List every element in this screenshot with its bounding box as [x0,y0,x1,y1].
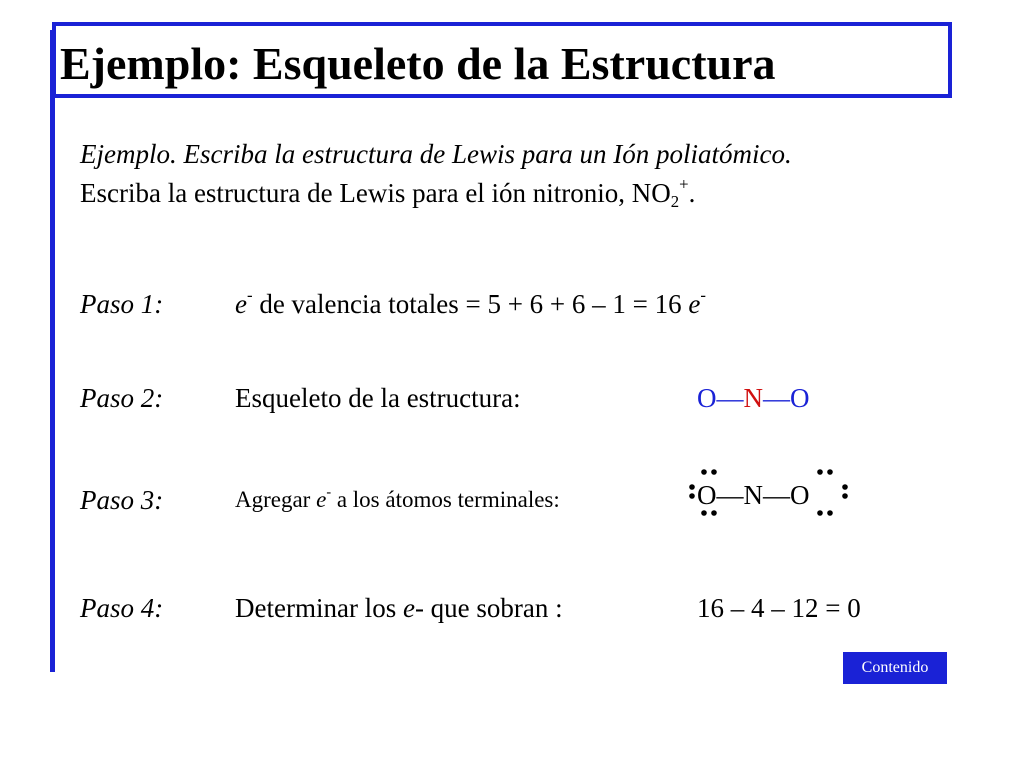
lewis-oxygen-left: O [697,480,717,510]
skeleton-nitrogen: N [743,383,763,413]
step-3-text-prefix: Agregar [235,487,317,512]
dot [842,484,848,490]
intro-line-2-text: Escriba la estructura de Lewis para el ión nitronio, NO [80,178,671,208]
step-1-text [235,284,706,324]
step-3 [0,480,1024,520]
step-1-equation: de valencia totales = 5 + 6 + 6 – 1 = 16 [252,289,689,319]
charge-superscript: + [679,174,689,194]
electron-charge-end: - [700,285,706,305]
skeleton-oxygen-right: O [790,383,810,413]
formula-subscript: 2 [670,192,680,212]
step-2 [0,378,1024,418]
step-3-text [235,480,560,520]
dot [689,493,695,499]
electron-symbol-end: e [688,289,701,319]
step-1 [0,284,1024,324]
lewis-bond-2: — [763,480,790,510]
step-4-result: 16 – 4 – 12 = 0 [697,593,861,623]
skeleton-bond-2: — [763,383,790,413]
page-title: Ejemplo: Esqueleto de la Estructura [60,38,776,89]
dot [827,469,833,475]
step-3-label: Paso 3: [80,485,164,515]
step-2-text: Esqueleto de la estructura: [235,383,521,413]
dot [711,469,717,475]
skeleton-bond-1: — [716,383,744,413]
step-4 [0,588,1024,628]
step-4-text-prefix: Determinar los [235,593,403,623]
electron-symbol: e [235,289,247,319]
contenido-button[interactable]: Contenido [843,652,947,684]
dot [689,484,695,490]
dot [701,469,707,475]
skeleton-oxygen-left: O [697,383,717,413]
step-3-text-suffix: a los átomos terminales: [331,487,560,512]
electron-charge: - [326,484,332,501]
lewis-nitrogen: N [743,480,763,510]
dot [842,493,848,499]
dot [817,510,823,516]
dot [817,469,823,475]
lewis-bond-1: — [716,480,744,510]
intro-line-2-period: . [688,178,696,208]
lewis-structure-diagram [684,468,864,528]
step-1-label: Paso 1: [80,289,164,319]
electron-charge: - [246,285,253,305]
step-4-label: Paso 4: [80,593,164,623]
intro-line-2 [80,174,696,212]
left-accent-bar [50,30,55,672]
dot [701,510,707,516]
electron-symbol: e [402,593,415,623]
step-4-text-suffix: - que sobran : [414,593,563,623]
skeleton-structure [697,378,810,418]
dot [711,510,717,516]
step-2-label: Paso 2: [80,383,164,413]
intro-line-1: Ejemplo. Escriba la estructura de Lewis para un Ión poliatómico. [80,139,792,169]
lewis-oxygen-right: O [790,480,810,510]
dot [827,510,833,516]
svg-text:O—N—O [697,480,810,510]
step-4-text [235,588,563,628]
electron-symbol: e [316,487,327,512]
